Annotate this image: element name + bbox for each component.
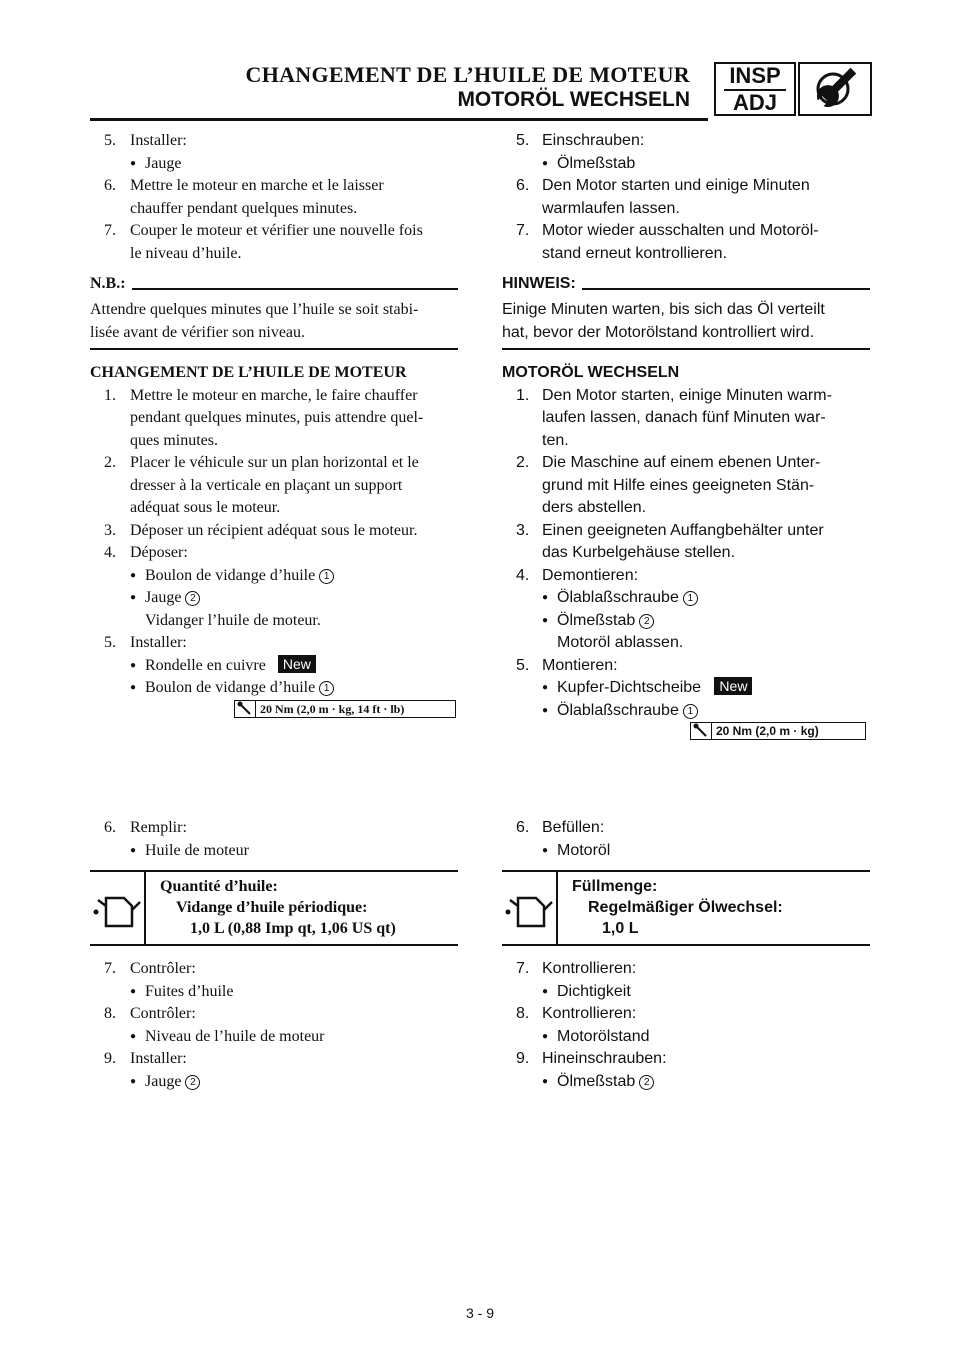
text-line: 7. Contrôler: <box>104 960 196 977</box>
text-line: ● Motoröl <box>502 840 870 863</box>
callout-number: 1 <box>683 704 698 719</box>
torque-wrench-icon <box>235 701 256 717</box>
oil-can-icon <box>90 872 146 944</box>
torque-spec-de: 20 Nm (2,0 m · kg) <box>690 722 866 740</box>
text-line: ● Dichtigkeit <box>502 981 870 1004</box>
text-line: 9. Installer: <box>104 1050 187 1067</box>
text-line: 7. Couper le moteur et vérifier une nouvelle fois <box>104 222 423 239</box>
text-line: 7. Kontrollieren: <box>516 960 637 977</box>
text-line: ques minutes. <box>130 431 218 449</box>
text-line: 9. Hineinschrauben: <box>516 1050 667 1067</box>
bullet-icon: ● <box>542 704 549 716</box>
text-line: ders abstellen. <box>542 499 647 516</box>
note-body-fr: Attendre quelques minutes que l’huile se soit stabi- lisée avant de vérifier son niveau. <box>90 299 458 350</box>
callout-number: 2 <box>639 614 654 629</box>
text-line: Vidanger l’huile de moteur. <box>145 611 321 629</box>
text-line: adéquat sous le moteur. <box>130 499 281 516</box>
text-line: pendant quelques minutes, puis attendre quel- <box>130 409 424 426</box>
insp-adj-badge: INSP ADJ <box>714 62 796 116</box>
bullet-icon: ● <box>130 569 137 581</box>
bullet-icon: ● <box>542 614 549 626</box>
header-rule <box>90 118 708 121</box>
bullet-icon: ● <box>542 682 549 693</box>
torque-spec-fr: 20 Nm (2,0 m · kg, 14 ft · lb) <box>234 700 456 718</box>
text-line: 6. Mettre le moteur en marche et le laisser <box>104 177 384 194</box>
text-line: 4. Demontieren: <box>516 566 639 584</box>
note-body-de: Einige Minuten warten, bis sich das Öl verteilt hat, bevor der Motorölstand kontrolliert wird. <box>502 299 870 350</box>
bullet-icon: ● <box>130 682 137 693</box>
text-line: 2. Die Maschine auf einem ebenen Unter- <box>516 454 821 471</box>
text-line: 5. Montieren: <box>516 656 618 674</box>
callout-number: 2 <box>185 1075 200 1090</box>
text-line: 6. Den Motor starten und einige Minuten <box>516 177 810 194</box>
text-line: 8. Kontrollieren: <box>516 1005 637 1022</box>
text-line: 5. Installer: <box>104 634 187 651</box>
bullet-icon: ● <box>130 1075 137 1087</box>
oil-quantity-box-de: Füllmenge: Regelmäßiger Ölwechsel: 1,0 L <box>502 870 870 946</box>
german-column <box>502 130 870 722</box>
bullet-icon: ● <box>130 659 137 671</box>
text-line: 5. Einschrauben: <box>516 132 645 149</box>
text-line: chauffer pendant quelques minutes. <box>130 199 358 217</box>
text-line: 7. Motor wieder ausschalten und Motoröl- <box>516 222 819 239</box>
text-line: ● Ölmeßstab 2 <box>502 610 870 633</box>
bullet-icon: ● <box>130 157 137 169</box>
text-line: laufen lassen, danach fünf Minuten war- <box>542 409 826 426</box>
torque-wrench-icon <box>691 723 712 739</box>
text-line: ● Ölablaßschraube 1 <box>502 587 870 610</box>
text-line: ● Fuites d’huile <box>90 981 458 1004</box>
text-line: das Kurbelgehäuse stellen. <box>542 544 736 561</box>
text-line: 1. Mettre le moteur en marche, le faire chauffer <box>104 386 418 404</box>
text-line: ● Niveau de l’huile de moteur <box>90 1026 458 1049</box>
text-line: grund mit Hilfe eines geeigneten Stän- <box>542 476 815 494</box>
text-line: 2. Placer le véhicule sur un plan horizontal et le <box>104 454 419 471</box>
text-line: 3. Déposer un récipient adéquat sous le moteur. <box>104 521 418 539</box>
french-column <box>90 130 458 700</box>
header-title-de: MOTORÖL WECHSELN <box>457 88 690 111</box>
bullet-icon: ● <box>542 157 549 169</box>
text-line: ● Ölablaßschraube 1 <box>502 700 870 723</box>
note-header-fr: N.B.: <box>90 275 458 299</box>
text-line: ● Jauge <box>90 153 458 176</box>
new-part-badge: New <box>278 655 316 673</box>
callout-number: 1 <box>319 569 334 584</box>
check-steps-de <box>502 958 870 1093</box>
fill-steps-de <box>502 817 870 862</box>
bullet-icon: ● <box>542 844 549 856</box>
text-line: ● Huile de moteur <box>90 840 458 863</box>
text-line: 8. Contrôler: <box>104 1005 196 1022</box>
oil-quantity-box-fr: Quantité d’huile: Vidange d’huile périodique: 1,0 L (0,88 Imp qt, 1,06 US qt) <box>90 870 458 946</box>
bullet-icon: ● <box>130 1030 137 1042</box>
text-line: ● Kupfer-Dichtscheibe New <box>502 677 870 700</box>
callout-number: 1 <box>683 591 698 606</box>
text-line: stand erneut kontrollieren. <box>542 244 727 262</box>
section-title-de: MOTORÖL WECHSELN <box>502 364 680 381</box>
text-line: 6. Befüllen: <box>516 819 605 836</box>
wrench-icon <box>798 62 872 116</box>
text-line: 5. Installer: <box>104 132 187 149</box>
text-line: ● Jauge 2 <box>90 1071 458 1094</box>
check-steps-fr <box>90 958 458 1093</box>
text-line: 3. Einen geeigneten Auffangbehälter unter <box>516 521 824 539</box>
callout-number: 2 <box>639 1075 654 1090</box>
text-line: dresser à la verticale en plaçant un support <box>130 476 403 494</box>
note-header-de: HINWEIS: <box>502 275 870 299</box>
text-line: le niveau d’huile. <box>130 244 242 262</box>
bullet-icon: ● <box>130 985 137 997</box>
section-title-fr: CHANGEMENT DE L’HUILE DE MOTEUR <box>90 364 407 381</box>
page-number: 3 - 9 <box>465 1305 494 1321</box>
text-line: ten. <box>542 431 569 449</box>
new-part-badge: New <box>714 677 752 695</box>
text-line: Motoröl ablassen. <box>557 634 684 651</box>
callout-number: 2 <box>185 591 200 606</box>
fill-steps-fr <box>90 817 458 862</box>
bullet-icon: ● <box>542 985 549 997</box>
bullet-icon: ● <box>130 844 137 856</box>
text-line: ● Boulon de vidange d’huile 1 <box>90 565 458 588</box>
oil-can-icon <box>502 872 558 944</box>
text-line: ● Rondelle en cuivre New <box>90 655 458 678</box>
text-line: ● Ölmeßstab 2 <box>502 1071 870 1094</box>
bullet-icon: ● <box>542 592 549 603</box>
text-line: 1. Den Motor starten, einige Minuten warm- <box>516 386 832 404</box>
callout-number: 1 <box>319 681 334 696</box>
bullet-icon: ● <box>130 592 137 603</box>
text-line: warmlaufen lassen. <box>542 199 680 217</box>
header-title-fr: CHANGEMENT DE L’HUILE DE MOTEUR <box>245 62 690 87</box>
bullet-icon: ● <box>542 1030 549 1042</box>
text-line: ● Ölmeßstab <box>502 153 870 176</box>
bullet-icon: ● <box>542 1075 549 1087</box>
text-line: 6. Remplir: <box>104 819 187 836</box>
text-line: ● Motorölstand <box>502 1026 870 1049</box>
text-line: ● Boulon de vidange d’huile 1 <box>90 677 458 700</box>
text-line: ● Jauge 2 <box>90 587 458 610</box>
text-line: 4. Déposer: <box>104 544 188 561</box>
